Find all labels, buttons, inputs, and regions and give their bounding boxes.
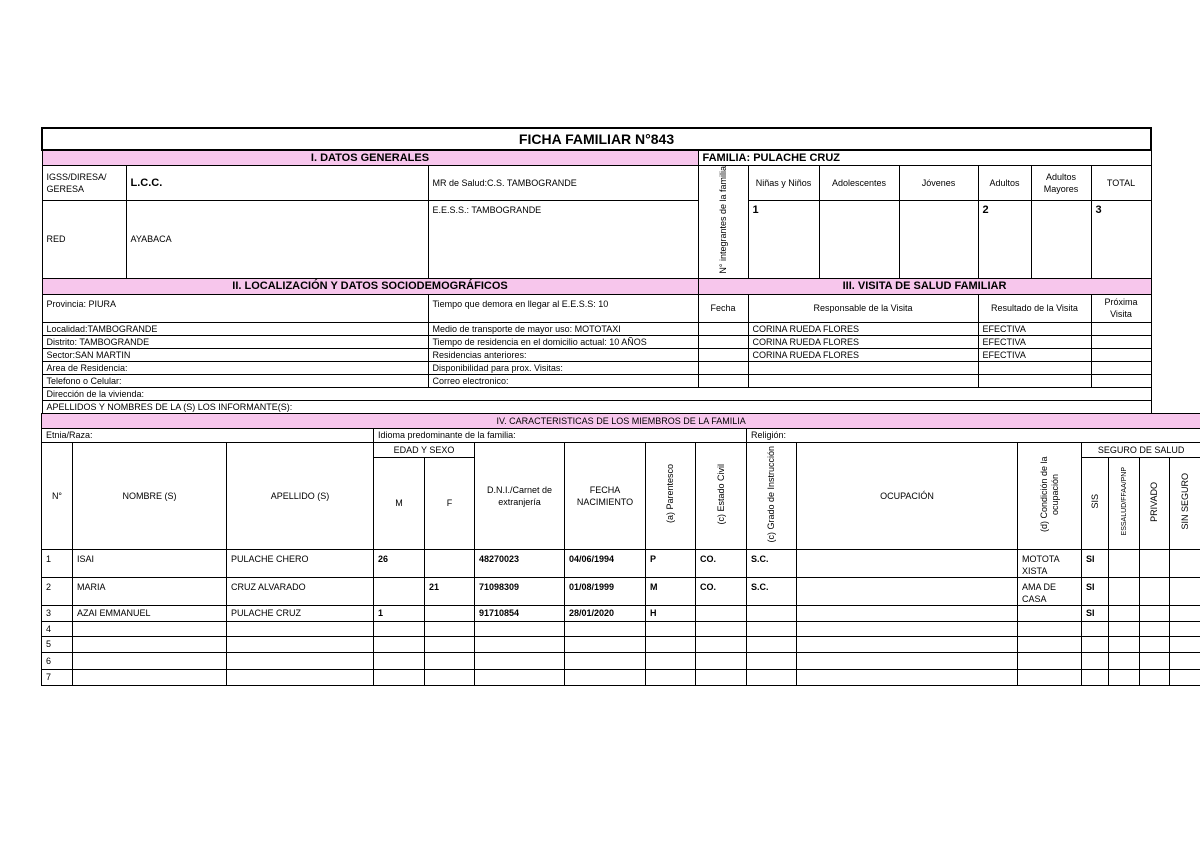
h-dni: D.N.I./Carnet de extranjería	[475, 442, 565, 549]
section-visita-title: III. VISITA DE SALUD FAMILIAR	[698, 278, 1151, 294]
visit-resultado: EFECTIVA	[978, 322, 1091, 335]
col-adolescentes: Adolescentes	[819, 165, 899, 200]
h-essalud: ESSALUD/FFAA/PNP	[1109, 457, 1140, 549]
count-adultos-mayores	[1031, 200, 1091, 278]
h-num: N°	[42, 442, 73, 549]
visit-resultado	[978, 361, 1091, 374]
sector: Sector:SAN MARTIN	[42, 348, 428, 361]
area-residencia: Area de Residencia:	[42, 361, 428, 374]
visit-proxima	[1091, 374, 1151, 387]
h-privado: PRIVADO	[1140, 457, 1170, 549]
tiempo-demora: Tiempo que demora en llegar al E.E.S.S: 10	[428, 294, 698, 322]
eess-value: E.E.S.S.: TAMBOGRANDE	[428, 200, 698, 278]
visit-responsable	[748, 374, 978, 387]
visit-proxima	[1091, 322, 1151, 335]
h-fecha: FECHA NACIMIENTO	[565, 442, 646, 549]
direccion-vivienda: Dirección de la vivienda:	[42, 387, 1151, 400]
h-parentesco: (a) Parentesco	[646, 442, 696, 549]
count-ninos: 1	[748, 200, 819, 278]
visit-proxima	[1091, 335, 1151, 348]
table-row: 1 ISAI PULACHE CHERO 26 48270023 04/06/1994 P CO. S.C. MOTOTA XISTA SI	[42, 549, 1200, 577]
count-adultos: 2	[978, 200, 1031, 278]
visit-responsable: CORINA RUEDA FLORES	[748, 335, 978, 348]
integrantes-label: N° integrantes de la familia	[698, 165, 748, 278]
table-row: 6	[42, 652, 1200, 669]
igss-value: L.C.C.	[126, 165, 428, 200]
visit-fecha	[698, 322, 748, 335]
residencias-anteriores: Residencias anteriores:	[428, 348, 698, 361]
mr-salud: MR de Salud:C.S. TAMBOGRANDE	[428, 165, 698, 200]
idioma: Idioma predominante de la familia:	[374, 428, 747, 442]
distrito: Distrito: TAMBOGRANDE	[42, 335, 428, 348]
col-adultos-mayores: Adultos Mayores	[1031, 165, 1091, 200]
h-estado-civil: (c) Estado Civil	[696, 442, 747, 549]
visit-fecha	[698, 348, 748, 361]
section-miembros-title: IV. CARACTERISTICAS DE LOS MIEMBROS DE LA FAMILIA	[42, 413, 1200, 428]
telefono: Telefono o Celular:	[42, 374, 428, 387]
col-jovenes: Jóvenes	[899, 165, 978, 200]
col-total: TOTAL	[1091, 165, 1151, 200]
family-record-sheet	[41, 127, 1190, 686]
red-value: AYABACA	[126, 200, 428, 278]
correo: Correo electronico:	[428, 374, 698, 387]
medio-transporte: Medio de transporte de mayor uso: MOTOTAXI	[428, 322, 698, 335]
h-sin-seguro: SIN SEGURO	[1170, 457, 1200, 549]
localidad: Localidad:TAMBOGRANDE	[42, 322, 428, 335]
igss-label: IGSS/DIRESA/ GERESA	[42, 165, 126, 200]
h-ocupacion: OCUPACIÓN	[797, 442, 1018, 549]
visit-fecha	[698, 361, 748, 374]
provincia: Provincia: PIURA	[42, 294, 428, 322]
visit-col-responsable: Responsable de la Visita	[748, 294, 978, 322]
h-seguro: SEGURO DE SALUD	[1082, 442, 1200, 457]
visit-col-proxima: Próxima Visita	[1091, 294, 1151, 322]
h-f: F	[425, 457, 475, 549]
members-table	[41, 413, 1200, 686]
visit-responsable: CORINA RUEDA FLORES	[748, 322, 978, 335]
table-row: 2 MARIA CRUZ ALVARADO 21 71098309 01/08/1999 M CO. S.C. AMA DE CASA SI	[42, 577, 1200, 605]
religion: Religión:	[747, 428, 1200, 442]
visit-fecha	[698, 335, 748, 348]
visit-col-fecha: Fecha	[698, 294, 748, 322]
h-apellido: APELLIDO (S)	[227, 442, 374, 549]
count-jovenes	[899, 200, 978, 278]
visit-proxima	[1091, 361, 1151, 374]
visit-fecha	[698, 374, 748, 387]
table-row: 7	[42, 669, 1200, 685]
table-row: 4	[42, 621, 1200, 636]
h-m: M	[374, 457, 425, 549]
disponibilidad: Disponibilidad para prox. Visitas:	[428, 361, 698, 374]
h-sis: SIS	[1082, 457, 1109, 549]
visit-responsable	[748, 361, 978, 374]
section-localizacion-title: II. LOCALIZACIÓN Y DATOS SOCIODEMOGRÁFICOS	[42, 278, 698, 294]
h-edad-sexo: EDAD Y SEXO	[374, 442, 475, 457]
red-label: RED	[42, 200, 126, 278]
general-table	[41, 127, 1152, 414]
family-name: FAMILIA: PULACHE CRUZ	[698, 150, 1151, 165]
etnia: Etnia/Raza:	[42, 428, 374, 442]
col-ninos: Niñas y Niños	[748, 165, 819, 200]
visit-responsable: CORINA RUEDA FLORES	[748, 348, 978, 361]
visit-resultado: EFECTIVA	[978, 348, 1091, 361]
page-title: FICHA FAMILIAR N°843	[42, 128, 1151, 150]
h-condicion: (d) Condición de la ocupación	[1018, 442, 1082, 549]
h-nombre: NOMBRE (S)	[73, 442, 227, 549]
section-general-title: I. DATOS GENERALES	[42, 150, 698, 165]
table-row: 3 AZAI EMMANUEL PULACHE CRUZ 1 91710854 28/01/2020 H SI	[42, 605, 1200, 621]
tiempo-residencia: Tiempo de residencia en el domicilio actual: 10 AÑOS	[428, 335, 698, 348]
visit-resultado: EFECTIVA	[978, 335, 1091, 348]
visit-proxima	[1091, 348, 1151, 361]
informantes: APELLIDOS Y NOMBRES DE LA (S) LOS INFORMANTE(S):	[42, 400, 1151, 413]
table-row: 5	[42, 636, 1200, 652]
col-adultos: Adultos	[978, 165, 1031, 200]
visit-resultado	[978, 374, 1091, 387]
h-instruccion: (c) Grado de Instrucción	[747, 442, 797, 549]
visit-col-resultado: Resultado de la Visita	[978, 294, 1091, 322]
count-total: 3	[1091, 200, 1151, 278]
count-adolescentes	[819, 200, 899, 278]
